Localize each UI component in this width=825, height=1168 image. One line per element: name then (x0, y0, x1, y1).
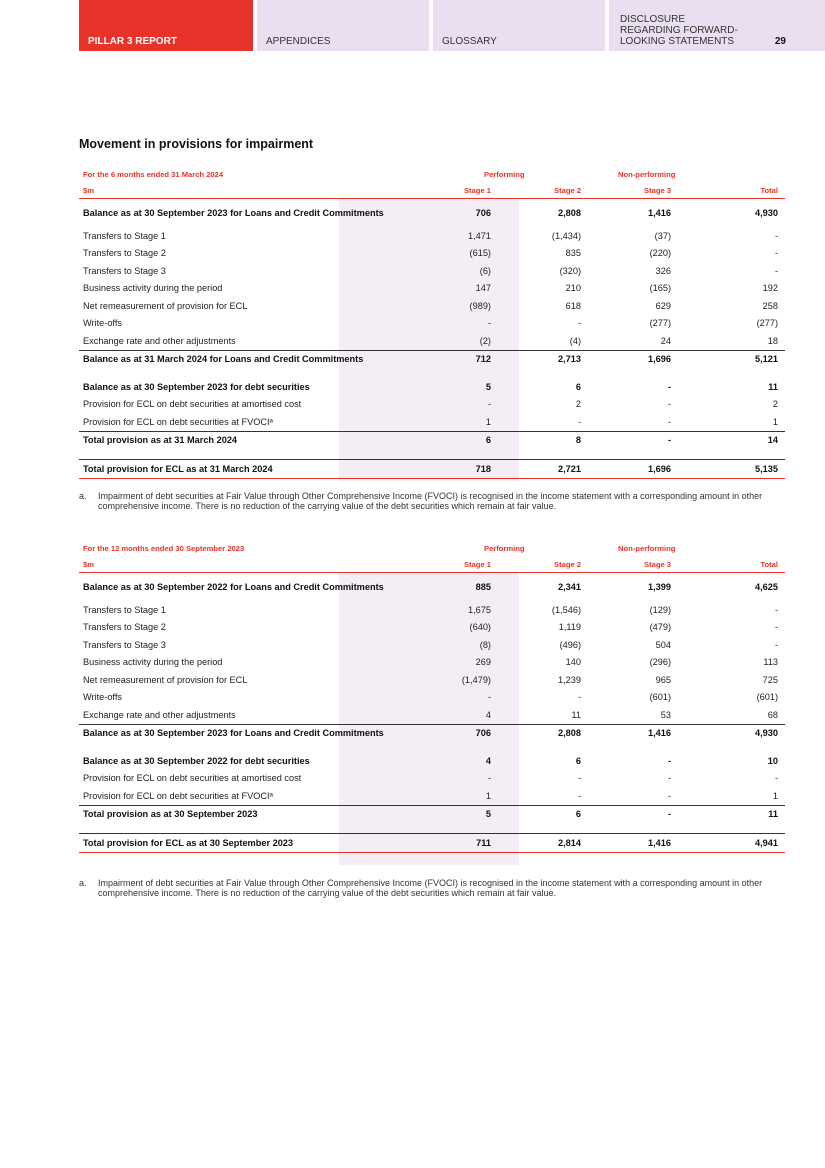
stage-3-value: 1,696 (598, 350, 688, 368)
stage-3-value: - (598, 431, 688, 449)
stage-2-value: 140 (565, 657, 582, 668)
page-title: Movement in provisions for impairment (79, 137, 314, 151)
stage-3-value: (601) (649, 692, 672, 703)
row-label: Write-offs (83, 318, 122, 329)
footnote-label: a. (79, 491, 87, 501)
table-row (79, 199, 785, 228)
stage-1-value: 147 (475, 283, 491, 294)
stage-2-value: 1,119 (558, 622, 582, 633)
provisions-table-2024 (79, 166, 785, 479)
row-label: Transfers to Stage 3 (83, 639, 166, 650)
table-row (79, 460, 785, 479)
total-value: 4,941 (688, 834, 785, 853)
row-label: Provision for ECL on debt securities at FVOCIᵃ (83, 790, 273, 801)
col-total: Total (688, 182, 785, 199)
total-value: 11 (688, 805, 785, 823)
tab-forward-looking-statements[interactable] (609, 0, 825, 51)
stage-1-value: - (487, 773, 491, 784)
stage-3-value: - (667, 755, 672, 766)
col-stage-1: Stage 1 (418, 182, 508, 199)
col-stage-3: Stage 3 (598, 182, 688, 199)
total-value: 14 (688, 431, 785, 449)
total-value: 2 (772, 399, 779, 410)
table-row (79, 280, 785, 298)
table-row (79, 805, 785, 823)
stage-1-value: 4 (485, 755, 491, 766)
stage-2-value: 2,808 (508, 724, 598, 742)
row-label: Total provision for ECL as at 30 September 2023 (79, 834, 418, 853)
stage-3-value: 1,416 (598, 724, 688, 742)
stage-2-value: - (577, 692, 582, 703)
stage-2-value: 618 (565, 300, 582, 311)
row-label: Transfers to Stage 1 (83, 604, 166, 615)
row-label: Provision for ECL on debt securities at amortised cost (83, 399, 302, 410)
stage-1-value: - (487, 692, 491, 703)
stage-2-value: 8 (508, 431, 598, 449)
tab-label: PILLAR 3 REPORT (88, 36, 177, 47)
stage-3-value: (277) (649, 318, 672, 329)
col-stage-2: Stage 2 (508, 556, 598, 573)
stage-3-value: - (667, 399, 672, 410)
footnote-label: a. (79, 878, 87, 888)
top-navigation (79, 0, 825, 51)
stage-1-value: 1,675 (468, 604, 491, 615)
table-row (79, 350, 785, 368)
stage-3-value: (37) (654, 230, 672, 241)
tab-label-line: LOOKING STATEMENTS (620, 36, 735, 47)
stage-2-value: - (577, 790, 582, 801)
stage-1-value: 1 (485, 416, 491, 427)
stage-2-value: - (577, 318, 582, 329)
table-header-row (79, 540, 785, 556)
table-row (79, 689, 785, 707)
tab-pillar-3-report[interactable] (79, 0, 253, 51)
row-label: Exchange rate and other adjustments (83, 709, 236, 720)
table-row (79, 654, 785, 672)
row-label: Balance as at 30 September 2023 for Loans and Credit Commitments (79, 724, 418, 742)
provisions-table-2023 (79, 540, 785, 853)
stage-1-value: (640) (469, 622, 491, 633)
period-label: For the 6 months ended 31 March 2024 (83, 169, 224, 179)
row-label: Balance as at 30 September 2022 for Loans and Credit Commitments (83, 581, 384, 592)
total-value: 1 (772, 790, 779, 801)
stage-3-value: - (598, 805, 688, 823)
stage-3-value: (129) (649, 604, 672, 615)
tab-label-line: DISCLOSURE (620, 14, 686, 25)
stage-2-value: 210 (565, 283, 582, 294)
spacer-row (79, 449, 785, 460)
table-row (79, 413, 785, 431)
stage-1-value: 5 (485, 381, 491, 392)
stage-1-value: 706 (418, 724, 508, 742)
table-row (79, 601, 785, 619)
total-value: - (774, 265, 779, 276)
table-row (79, 724, 785, 742)
tab-label: GLOSSARY (442, 36, 497, 47)
table-row (79, 431, 785, 449)
row-label: Balance as at 30 September 2023 for debt securities (83, 381, 310, 392)
stage-1-value: 1 (485, 790, 491, 801)
footnote (79, 878, 769, 898)
stage-2-value: 11 (571, 709, 582, 720)
total-value: 192 (762, 283, 779, 294)
stage-3-value: (296) (649, 657, 672, 668)
col-stage-1: Stage 1 (418, 556, 508, 573)
row-label: Transfers to Stage 2 (83, 248, 166, 259)
row-label: Balance as at 30 September 2023 for Loans and Credit Commitments (83, 207, 384, 218)
stage-3-value: 1,416 (598, 834, 688, 853)
spacer-row (79, 823, 785, 834)
stage-1-value: (6) (479, 265, 491, 276)
table-row (79, 396, 785, 414)
group-performing: Performing (484, 543, 525, 553)
stage-2-value: 2 (575, 399, 582, 410)
unit-label: $m (79, 182, 418, 199)
unit-label: $m (79, 556, 418, 573)
total-value: 725 (762, 674, 779, 685)
table-header-row (79, 182, 785, 199)
total-value: - (774, 230, 779, 241)
total-value: 258 (762, 300, 779, 311)
stage-2-value: 2,341 (558, 581, 582, 592)
table-row (79, 636, 785, 654)
total-value: - (774, 248, 779, 259)
stage-2-value: 2,814 (508, 834, 598, 853)
stage-3-value: 504 (655, 639, 672, 650)
row-label: Write-offs (83, 692, 122, 703)
tab-glossary[interactable] (433, 0, 605, 51)
stage-2-value: - (577, 416, 582, 427)
stage-3-value: - (667, 381, 672, 392)
spacer-row (79, 742, 785, 752)
total-value: 113 (763, 657, 779, 668)
stage-1-value: 4 (485, 709, 491, 720)
table-row (79, 834, 785, 853)
row-label: Total provision as at 30 September 2023 (79, 805, 418, 823)
total-value: - (774, 773, 779, 784)
total-value: 18 (767, 335, 779, 346)
stage-2-value: 6 (508, 805, 598, 823)
stage-2-value: 2,721 (508, 460, 598, 479)
footnote-text: Impairment of debt securities at Fair Value through Other Comprehensive Income (FVOCI) is recognised in the income statement with a corresponding amount in other comprehensive income. There is no reduction of the carrying value of the debt securities which remain at fair value. (98, 878, 763, 898)
table-row (79, 706, 785, 724)
col-stage-2: Stage 2 (508, 182, 598, 199)
table-row (79, 752, 785, 770)
stage-3-value: 965 (655, 674, 672, 685)
table-row (79, 227, 785, 245)
row-label: Business activity during the period (83, 283, 223, 294)
stage-1-value: (615) (469, 248, 491, 259)
stage-1-value: (8) (479, 639, 491, 650)
stage-3-value: 1,399 (648, 581, 672, 592)
table-row (79, 245, 785, 263)
group-non-performing: Non-performing (618, 543, 676, 553)
stage-2-value: 2,808 (558, 207, 582, 218)
table-row (79, 332, 785, 350)
row-label: Business activity during the period (83, 657, 223, 668)
row-label: Total provision as at 31 March 2024 (79, 431, 418, 449)
stage-1-value: (1,479) (461, 674, 491, 685)
stage-3-value: - (667, 773, 672, 784)
row-label: Balance as at 30 September 2022 for debt securities (83, 755, 310, 766)
stage-2-value: 6 (575, 755, 582, 766)
stage-1-value: 5 (418, 805, 508, 823)
stage-2-value: (1,434) (551, 230, 582, 241)
table-row (79, 262, 785, 280)
row-label: Provision for ECL on debt securities at FVOCIᵃ (83, 416, 273, 427)
page-number: 29 (774, 36, 786, 47)
footnote (79, 491, 769, 511)
stage-1-value: 718 (418, 460, 508, 479)
stage-2-value: (320) (559, 265, 582, 276)
stage-1-value: (989) (469, 300, 491, 311)
row-label: Provision for ECL on debt securities at amortised cost (83, 773, 302, 784)
total-value: - (774, 639, 779, 650)
stage-3-value: 53 (660, 709, 672, 720)
stage-3-value: 326 (655, 265, 672, 276)
row-label: Net remeasurement of provision for ECL (83, 674, 248, 685)
tab-label: APPENDICES (266, 36, 331, 47)
table-row (79, 770, 785, 788)
total-value: 4,930 (688, 724, 785, 742)
total-value: (601) (756, 692, 779, 703)
stage-2-value: (4) (569, 335, 582, 346)
table-row (79, 573, 785, 602)
stage-3-value: (165) (649, 283, 672, 294)
col-stage-3: Stage 3 (598, 556, 688, 573)
stage-3-value: (479) (649, 622, 672, 633)
stage-1-value: 1,471 (468, 230, 491, 241)
stage-3-value: (220) (649, 248, 672, 259)
row-label: Transfers to Stage 3 (83, 265, 166, 276)
stage-3-value: 24 (660, 335, 672, 346)
stage-3-value: 1,416 (648, 207, 672, 218)
stage-3-value: 629 (655, 300, 672, 311)
tab-label-line: REGARDING FORWARD- (620, 25, 738, 36)
tab-appendices[interactable] (257, 0, 429, 51)
footnote-text: Impairment of debt securities at Fair Value through Other Comprehensive Income (FVOCI) is recognised in the income statement with a corresponding amount in other comprehensive income. There is no reduction of the carrying value of the debt securities which remain at fair value. (98, 491, 763, 511)
stage-2-value: 6 (575, 381, 582, 392)
stage-1-value: - (487, 318, 491, 329)
tab-label (620, 14, 738, 47)
row-label: Balance as at 31 March 2024 for Loans and Credit Commitments (79, 350, 418, 368)
stage-2-value: - (577, 773, 582, 784)
table-row (79, 297, 785, 315)
stage-3-value: - (667, 416, 672, 427)
group-performing: Performing (484, 169, 525, 179)
row-label: Transfers to Stage 2 (83, 622, 166, 633)
total-value: 4,930 (755, 207, 779, 218)
stage-2-value: 2,713 (508, 350, 598, 368)
stage-1-value: (2) (479, 335, 491, 346)
period-label: For the 12 months ended 30 September 2023 (83, 543, 245, 553)
table-row (79, 671, 785, 689)
stage-1-value: 885 (475, 581, 491, 592)
total-value: (277) (756, 318, 779, 329)
row-label: Exchange rate and other adjustments (83, 335, 236, 346)
total-value: 10 (767, 755, 779, 766)
stage-1-value: 269 (475, 657, 491, 668)
total-value: - (774, 622, 779, 633)
table-row (79, 787, 785, 805)
table-row (79, 378, 785, 396)
total-value: 4,625 (755, 581, 779, 592)
stage-1-value: 711 (418, 834, 508, 853)
total-value: 68 (767, 709, 779, 720)
total-value: 1 (772, 416, 779, 427)
total-value: - (774, 604, 779, 615)
group-non-performing: Non-performing (618, 169, 676, 179)
stage-1-value: - (487, 399, 491, 410)
table-header-row (79, 166, 785, 182)
col-total: Total (688, 556, 785, 573)
spacer-row (79, 368, 785, 378)
stage-3-value: 1,696 (598, 460, 688, 479)
table-header-row (79, 556, 785, 573)
stage-2-value: 835 (565, 248, 582, 259)
stage-1-value: 6 (418, 431, 508, 449)
total-value: 5,121 (688, 350, 785, 368)
table-row (79, 315, 785, 333)
row-label: Net remeasurement of provision for ECL (83, 300, 248, 311)
table-row (79, 619, 785, 637)
row-label: Transfers to Stage 1 (83, 230, 166, 241)
stage-3-value: - (667, 790, 672, 801)
stage-2-value: (1,546) (551, 604, 582, 615)
row-label: Total provision for ECL as at 31 March 2024 (79, 460, 418, 479)
stage-2-value: 1,239 (558, 674, 582, 685)
stage-1-value: 712 (418, 350, 508, 368)
total-value: 5,135 (688, 460, 785, 479)
stage-1-value: 706 (475, 207, 491, 218)
total-value: 11 (768, 381, 779, 392)
stage-2-value: (496) (559, 639, 582, 650)
